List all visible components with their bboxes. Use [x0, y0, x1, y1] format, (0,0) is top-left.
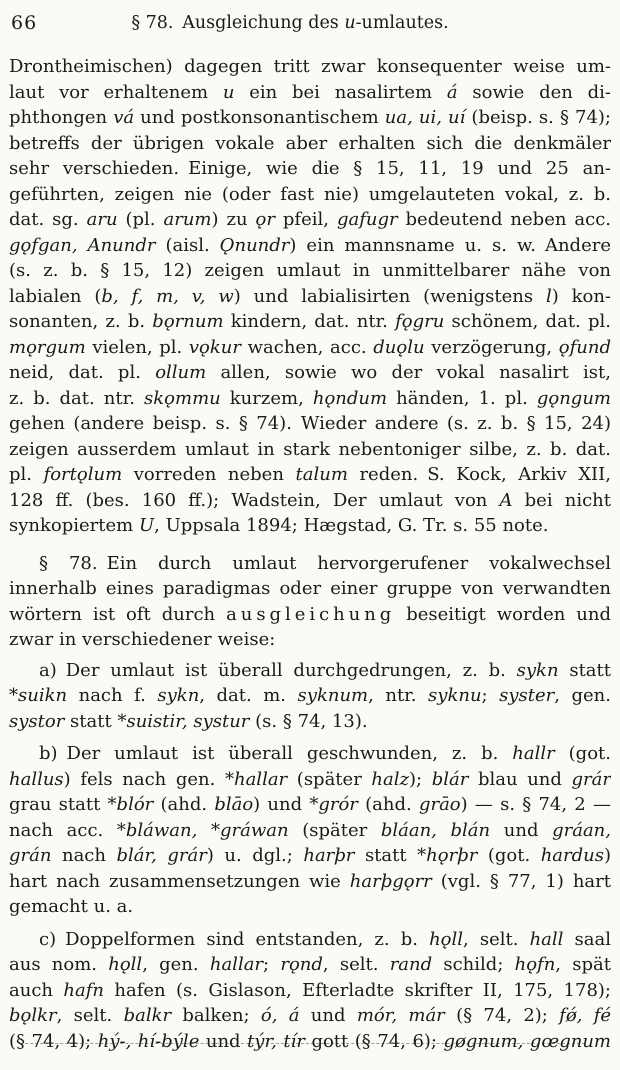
text-run: gehen (andere beisp. s. § 74). Wieder andere (s. z. b. § 15, 24): [9, 413, 611, 434]
italic-text: harþr: [303, 845, 355, 866]
text-run: statt: [64, 710, 118, 732]
page-number: 66: [11, 12, 38, 34]
italic-text: skǫmmu: [144, 387, 221, 409]
text-run: gemacht u. a.: [9, 896, 134, 917]
text-run: phthongen: [9, 107, 114, 128]
page-header: [9, 12, 611, 42]
text-run: ) zu: [211, 209, 256, 230]
text-run: blau und: [468, 768, 572, 790]
text-run: , gen.: [554, 685, 611, 706]
italic-text: hardus: [540, 845, 604, 866]
text-run: vorreden neben: [122, 464, 296, 485]
text-run: gott (§ 74, 6);: [304, 1030, 444, 1052]
italic-text: *hǫrþr: [417, 845, 478, 866]
italic-text: balkr: [123, 1005, 172, 1026]
text-run: zwar in verschiedener weise:: [9, 629, 276, 650]
text-line: [9, 843, 611, 869]
text-run: händen, 1. pl.: [387, 387, 537, 409]
text-run: -umlautes.: [355, 13, 449, 33]
italic-text: ollum: [155, 362, 207, 383]
italic-text: sykn: [157, 685, 200, 706]
italic-text: b, f, m, v, w: [101, 285, 234, 307]
text-run: , Uppsala 1894; Hægstad, G. Tr. s. 55 note.: [154, 515, 549, 536]
text-run: , selt.: [56, 1005, 124, 1026]
paragraph-item-b: [9, 741, 611, 920]
text-run: ) — s. § 74, 2 —: [460, 794, 611, 815]
text-run: ): [603, 845, 611, 866]
paragraph-item-a: [9, 658, 611, 735]
text-run: schild;: [432, 954, 515, 975]
italic-text: hý-, hí-býle: [97, 1030, 200, 1052]
italic-text: vá: [113, 107, 135, 128]
text-line: [9, 894, 611, 920]
text-line: [9, 309, 611, 335]
italic-text: sykn: [516, 659, 559, 681]
italic-text: syster: [499, 685, 555, 706]
italic-text: á: [446, 81, 458, 103]
text-run: (got.: [554, 743, 611, 764]
text-line: [9, 131, 611, 157]
text-line: [9, 869, 611, 895]
paragraph-continuation: [9, 54, 611, 539]
text-run: ) u. dgl.;: [206, 845, 304, 866]
text-run: (beisp. s. § 74);: [465, 107, 611, 128]
italic-text: vǫkur: [188, 336, 241, 358]
italic-text: blár: [431, 768, 469, 790]
italic-text: hafn: [63, 979, 104, 1001]
italic-text: fǫgru: [395, 311, 445, 332]
text-line: [9, 1003, 611, 1029]
text-line: [9, 437, 611, 463]
spaced-text: ausgleichung: [226, 603, 396, 625]
italic-text: A: [499, 489, 513, 511]
italic-text: blāo: [214, 794, 254, 815]
italic-text: arum: [163, 209, 212, 230]
text-line: [9, 952, 611, 978]
text-run: schönem, dat. pl.: [444, 311, 611, 332]
italic-text: l: [545, 285, 552, 307]
text-run: zeigen ausserdem umlaut in stark nebentoniger silbe, z. b. dat.: [9, 438, 611, 460]
text-run: hafen (s. Gislason, Efterladte skrifter II, 175, 178);: [104, 979, 611, 1001]
italic-text: *grór: [309, 794, 358, 815]
text-line: [9, 709, 611, 735]
text-line: [9, 233, 611, 259]
text-run: (ahd.: [153, 794, 215, 815]
text-run: laut vor erhaltenem: [9, 81, 223, 103]
italic-text: bǫrnum: [152, 311, 224, 332]
italic-text: hǫfn: [514, 954, 556, 975]
italic-text: syknum: [297, 685, 369, 706]
text-run: statt: [558, 659, 611, 681]
text-run: , dat. m.: [199, 685, 298, 706]
text-run: dat. sg.: [9, 209, 87, 230]
text-run: auch: [9, 979, 64, 1001]
text-run: verzögerung,: [424, 336, 559, 358]
italic-text: hǫndum: [312, 387, 388, 409]
text-run: aus nom.: [9, 954, 109, 975]
italic-text: týr, tír: [247, 1030, 305, 1052]
text-run: und: [299, 1005, 357, 1026]
text-run: und postkonsonantischem: [134, 107, 385, 128]
text-line: [9, 551, 611, 577]
text-run: beseitigt worden und: [395, 603, 611, 625]
italic-text: gafugr: [336, 209, 398, 230]
page-body: [9, 54, 611, 1054]
italic-text: *blór: [107, 794, 154, 815]
text-run: (ahd.: [357, 794, 419, 815]
text-run: pl.: [9, 464, 44, 485]
text-run: betreffs der übrigen vokale aber erhalten sich die denkmäler: [9, 132, 611, 154]
text-run: wachen, acc.: [241, 336, 374, 358]
text-line: [9, 105, 611, 131]
text-run: § 78. Ausgleichung des: [131, 13, 345, 33]
italic-text: fǿ, fé: [559, 1005, 611, 1026]
text-line: [9, 513, 611, 539]
text-run: balken;: [171, 1005, 261, 1026]
text-run: kurzem,: [220, 387, 313, 409]
paragraph-item-c: [9, 927, 611, 1055]
text-line: [9, 284, 611, 310]
text-run: (vgl. § 77, 1) hart: [431, 870, 611, 892]
text-run: (später: [287, 768, 372, 790]
text-line: [9, 335, 611, 361]
italic-text: U: [138, 515, 155, 536]
text-run: sonanten, z. b.: [9, 311, 153, 332]
text-run: ) ein mannsname u. s. w. Andere: [289, 234, 611, 256]
text-run: (s. z. b. § 15, 12) zeigen umlaut in unmittelbarer nähe von: [9, 260, 611, 281]
text-run: a) Der umlaut ist überall durchgedrungen, z. b.: [39, 659, 517, 681]
text-line: [9, 54, 611, 80]
text-run: vielen, pl.: [85, 336, 189, 358]
text-run: (s. § 74, 13).: [249, 710, 368, 732]
text-run: grau statt: [9, 794, 108, 815]
italic-text: hallar: [209, 954, 264, 975]
italic-text: hall: [529, 928, 564, 950]
scan-artifact-line: [20, 1043, 585, 1044]
text-run: pfeil,: [274, 209, 337, 230]
text-run: c) Doppelformen sind entstanden, z. b.: [39, 928, 430, 950]
text-line: [9, 658, 611, 684]
text-line: [9, 741, 611, 767]
text-run: , selt.: [463, 928, 530, 950]
italic-text: halz: [371, 768, 409, 790]
italic-text: talum: [295, 464, 348, 485]
text-run: (später: [288, 819, 381, 841]
text-run: , spät: [555, 954, 611, 975]
text-run: nach acc.: [9, 819, 117, 841]
italic-text: u: [344, 13, 356, 33]
text-run: wörtern ist oft durch: [9, 603, 227, 625]
text-run: innerhalb eines paradigmas oder einer gruppe von verwandten: [9, 578, 611, 599]
text-line: [9, 360, 611, 386]
text-line: [9, 156, 611, 182]
italic-text: rand: [389, 954, 433, 975]
italic-text: *bláwan, *gráwan: [116, 819, 289, 841]
italic-text: ua, ui, uí: [384, 107, 466, 128]
italic-text: blár, grár: [116, 845, 207, 866]
text-run: );: [409, 768, 432, 790]
text-run: neid, dat. pl.: [9, 362, 156, 383]
text-line: [9, 258, 611, 284]
text-line: [9, 627, 611, 653]
italic-text: ǫfund: [558, 336, 611, 358]
text-line: [9, 792, 611, 818]
italic-text: *hallar: [224, 768, 288, 790]
text-run: (§ 74, 2);: [444, 1005, 560, 1026]
text-run: labialen (: [9, 285, 102, 307]
text-run: kindern, dat. ntr.: [223, 311, 396, 332]
text-run: allen, sowie wo der vokal nasalirt ist,: [206, 362, 611, 383]
italic-text: grāo: [418, 794, 461, 815]
text-run: ;: [263, 954, 281, 975]
italic-text: hallr: [512, 743, 555, 764]
text-line: [9, 182, 611, 208]
text-line: [9, 927, 611, 953]
text-run: geführten, zeigen nie (oder fast nie) umgelauteten vokal, z. b.: [9, 183, 611, 205]
italic-text: *suikn: [9, 685, 68, 706]
italic-text: duǫlu: [373, 336, 425, 358]
italic-text: Ǫnundr: [219, 234, 290, 256]
text-run: (§ 74, 4);: [9, 1030, 98, 1052]
paragraph-section-78: [9, 551, 611, 653]
text-run: reden. S. Kock, Arkiv XII,: [347, 464, 611, 485]
text-run: Drontheimischen) dagegen tritt zwar konsequenter weise um-: [9, 56, 611, 77]
text-run: nach: [51, 845, 117, 866]
text-run: 128 ff. (bes. 160 ff.); Wadstein, Der umlaut von: [9, 489, 500, 511]
text-run: statt: [354, 845, 418, 866]
italic-text: mǫrgum: [9, 336, 86, 358]
text-run: und: [490, 819, 553, 841]
text-run: und: [199, 1030, 248, 1052]
italic-text: bǫlkr: [9, 1005, 57, 1026]
italic-text: hǫll: [108, 954, 143, 975]
text-run: , ntr.: [368, 685, 429, 706]
text-run: ;: [481, 685, 500, 706]
text-line: [9, 602, 611, 628]
text-line: [9, 683, 611, 709]
text-line: [9, 488, 611, 514]
italic-text: gráan,: [552, 819, 611, 841]
italic-text: grán: [9, 845, 52, 866]
italic-text: gøgnum, gœgnum: [443, 1030, 611, 1052]
text-run: ein bei nasalirtem: [234, 81, 447, 103]
text-run: § 78. Ein durch umlaut hervorgerufener vokalwechsel: [39, 552, 611, 574]
text-run: sehr verschieden. Einige, wie die § 15, 11, 19 und 25 an-: [9, 158, 611, 179]
text-run: (got.: [477, 845, 541, 866]
text-line: [9, 80, 611, 106]
italic-text: systor: [9, 710, 65, 732]
text-line: [9, 576, 611, 602]
text-run: (pl.: [117, 209, 164, 230]
text-run: sowie den di-: [457, 81, 611, 103]
italic-text: grár: [571, 768, 611, 790]
italic-text: gǫngum: [536, 387, 611, 409]
text-run: ) fels nach gen.: [63, 768, 225, 790]
text-line: [9, 1029, 611, 1055]
text-line: [9, 818, 611, 844]
text-run: b) Der umlaut ist überall geschwunden, z. b.: [39, 743, 513, 764]
italic-text: ǫr: [255, 209, 275, 230]
text-line: [9, 386, 611, 412]
text-run: hart nach zusammensetzungen wie: [9, 870, 350, 892]
text-line: [9, 207, 611, 233]
text-run: z. b. dat. ntr.: [9, 387, 145, 409]
text-line: [9, 767, 611, 793]
italic-text: harþgǫrr: [349, 870, 432, 892]
text-run: bei nicht: [512, 489, 611, 511]
text-line: [9, 411, 611, 437]
text-run: synkopiertem: [9, 515, 139, 536]
text-run: bedeutend neben acc.: [397, 209, 611, 230]
italic-text: fortǫlum: [43, 464, 123, 485]
italic-text: u: [222, 81, 235, 103]
italic-text: ó, á: [260, 1005, 300, 1026]
text-run: ) und labialisirten (wenigstens: [233, 285, 546, 307]
italic-text: hǫll: [429, 928, 464, 950]
text-run: ) kon-: [551, 285, 611, 307]
text-run: saal: [563, 928, 611, 950]
italic-text: aru: [86, 209, 118, 230]
italic-text: gǫfgan, Anundr: [9, 234, 156, 256]
text-line: [9, 978, 611, 1004]
text-run: ) und: [253, 794, 310, 815]
text-run: , selt.: [322, 954, 390, 975]
text-run: , gen.: [142, 954, 210, 975]
italic-text: mór, már: [356, 1005, 445, 1026]
italic-text: hallus: [9, 768, 64, 790]
italic-text: syknu: [428, 685, 482, 706]
running-title: [9, 13, 571, 33]
text-line: [9, 462, 611, 488]
italic-text: bláan, blán: [380, 819, 491, 841]
italic-text: *suistir, systur: [117, 710, 250, 732]
italic-text: rǫnd: [280, 954, 323, 975]
text-run: nach f.: [67, 685, 158, 706]
text-run: (aisl.: [155, 234, 220, 256]
